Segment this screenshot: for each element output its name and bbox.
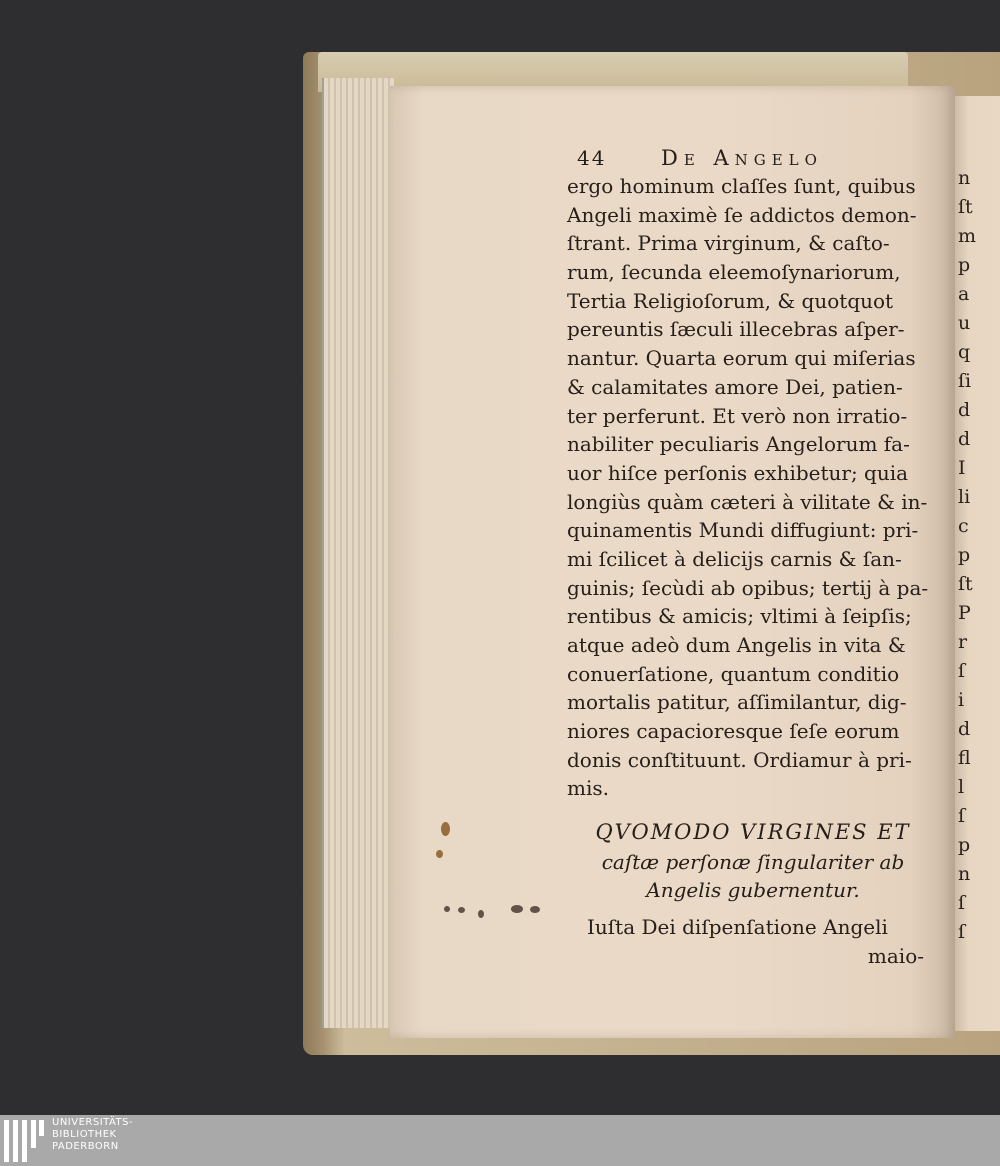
library-name (52, 1117, 133, 1153)
ink-stain (530, 906, 540, 913)
running-title: De Angelo (661, 146, 823, 170)
text-line: uor hiſce perſonis exhibetur; quia (567, 460, 909, 485)
facing-page-text-fragments: n ſt m p a u q ſi d d I li c p ſt P r ſ i d fl l ſ p n ſ ſ (958, 167, 977, 943)
section-first-line: Iuſta Dei diſpenſatione Angeli (587, 915, 888, 940)
text-line: donis conſtituunt. Ordiamur à pri- (567, 747, 912, 772)
ink-stain (444, 906, 450, 912)
text-line: & calamitates amore Dei, patien- (567, 374, 903, 399)
ink-stain (511, 905, 523, 913)
text-line: ter perferunt. Et verò non irratio- (567, 403, 908, 428)
library-name-line: PADERBORN (52, 1141, 119, 1152)
text-line: conuerſatione, quantum conditio (567, 661, 900, 686)
text-line: pereuntis ſæculi illecebras aſper- (567, 317, 905, 342)
ink-stain (478, 910, 484, 918)
section-heading-line: QVOMODO VIRGINES ET (595, 820, 911, 845)
text-line: Tertia Religioſorum, & quotquot (567, 288, 894, 313)
text-line: atque adeò dum Angelis in vita & (567, 633, 906, 657)
section-heading-line: Angelis gubernentur. (646, 878, 860, 903)
text-line: longiùs quàm cæteri à vilitate & in- (567, 489, 928, 514)
text-line: mis. (567, 776, 609, 801)
text-line: ergo hominum claſſes ſunt, quibus (567, 174, 916, 198)
page-edges (322, 78, 394, 1028)
page-text-block (567, 146, 939, 970)
library-name-line: UNIVERSITÄTS- (52, 1117, 134, 1128)
text-line: rentibus & amicis; vltimi à ſeipſis; (567, 604, 912, 629)
library-logo-icon (4, 1120, 44, 1162)
ink-stain (441, 822, 450, 836)
text-line: quinamentis Mundi diffugiunt: pri- (567, 518, 919, 543)
text-line: rum, ſecunda eleemoſynariorum, (567, 260, 901, 285)
text-line: mortalis patitur, aſſimilantur, dig- (567, 690, 907, 715)
section-heading-line: caſtæ perſonæ ſingulariter ab (601, 850, 905, 875)
library-name-line: BIBLIOTHEK (52, 1129, 117, 1140)
ink-stain (458, 907, 465, 913)
text-line: Angeli maximè ſe addictos demon- (567, 202, 917, 227)
library-footer-bar (0, 1115, 1000, 1166)
text-line: nabiliter peculiaris Angelorum fa- (567, 432, 910, 457)
ink-stain (436, 850, 443, 858)
body-text (567, 172, 939, 803)
page-header (567, 146, 939, 174)
page-number: 44 (577, 146, 607, 170)
text-line: niores capacioresque ſeſe eorum (567, 719, 900, 744)
text-line: mi ſcilicet à delicijs carnis & ſan- (567, 546, 902, 571)
text-line: guinis; ſecùdi ab opibus; tertij à pa- (567, 575, 929, 600)
text-line: ſtrant. Prima virginum, & caſto- (567, 231, 890, 256)
section-heading (567, 817, 939, 904)
catchword: maio- (867, 944, 924, 969)
text-line: nantur. Quarta eorum qui miſerias (567, 346, 916, 371)
